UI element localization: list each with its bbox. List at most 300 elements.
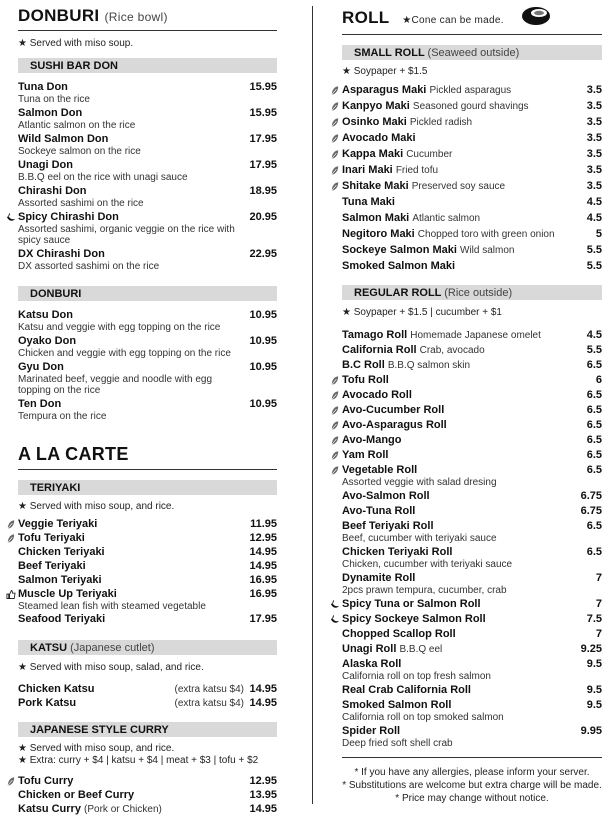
item-description: Steamed lean fish with steamed vegetable [18, 601, 206, 612]
chili-pepper-icon [330, 599, 340, 610]
item-name: Spider Roll [342, 725, 401, 737]
donburi-subtitle: (Rice bowl) [104, 10, 168, 24]
item-name: Salmon Teriyaki [18, 574, 102, 586]
item-name: Asparagus Maki [342, 84, 427, 96]
item-name: Veggie Teriyaki [18, 518, 98, 530]
item-description: Chicken, cucumber with teriyaki sauce [342, 559, 513, 570]
item-price: 17.95 [249, 159, 277, 171]
item-inline-description: Crab, avocado [419, 345, 485, 356]
item-name: Pork Katsu [18, 697, 77, 709]
item-name: Inari Maki [342, 164, 393, 176]
cone-note: ★Cone can be made. [402, 15, 504, 26]
item-description: Assorted sashimi on the rice [18, 198, 144, 209]
menu-item [18, 159, 277, 183]
menu-item [342, 613, 602, 626]
menu-item [342, 132, 602, 145]
menu-item [342, 684, 602, 697]
menu-item [342, 572, 602, 596]
menu-item [342, 546, 602, 570]
menu-item [342, 84, 602, 97]
chili-pepper-icon [330, 614, 340, 625]
item-name: Unagi Roll [342, 643, 397, 655]
item-name: Beef Teriyaki [18, 560, 86, 572]
menu-item [342, 244, 602, 257]
leaf-icon [330, 149, 340, 160]
item-price: 20.95 [249, 211, 277, 223]
menu-item-row [342, 613, 602, 626]
item-price: 10.95 [249, 398, 277, 410]
menu-item-row [18, 546, 277, 559]
menu-item [18, 309, 277, 333]
item-name: Kappa Maki [342, 148, 404, 160]
item-description: Marinated beef, veggie and noodle with egg topping on the rice [18, 374, 213, 396]
item-price: 14.95 [249, 560, 277, 572]
item-description: Beef, cucumber with teriyaki sauce [342, 533, 497, 544]
item-price: 15.95 [249, 107, 277, 119]
item-name: Tamago Roll [342, 329, 408, 341]
curry-extra-note: ★ Extra: curry + $4 | katsu + $4 | meat + $3 | tofu + $2 [18, 755, 259, 766]
menu-item [342, 148, 602, 161]
menu-item [18, 81, 277, 105]
menu-item [18, 398, 277, 422]
item-price: 10.95 [249, 335, 277, 347]
menu-item-row [18, 309, 277, 322]
item-inline-description: Seasoned gourd shavings [412, 101, 529, 112]
menu-item [18, 546, 277, 559]
item-extra: (extra katsu $4) [174, 698, 244, 709]
menu-item-row [342, 212, 602, 225]
menu-item [342, 228, 602, 241]
item-description: Katsu and veggie with egg topping on the rice [18, 322, 221, 333]
item-name: Avocado Maki [342, 132, 416, 144]
item-name: Avo-Cucumber Roll [342, 404, 445, 416]
leaf-icon [330, 117, 340, 128]
item-price: 4.5 [586, 329, 602, 341]
katsu-header: KATSU (Japanese cutlet) [18, 640, 277, 655]
leaf-icon [330, 165, 340, 176]
regular-roll-list [342, 329, 602, 749]
menu-item-row [18, 532, 277, 545]
leaf-icon [330, 375, 340, 386]
menu-item [342, 389, 602, 402]
leaf-icon [330, 450, 340, 461]
menu-item-row [18, 81, 277, 94]
item-price: 3.5 [586, 180, 602, 192]
menu-item [18, 361, 277, 396]
item-price: 18.95 [249, 185, 277, 197]
menu-item [342, 344, 602, 357]
item-price: 6.5 [586, 464, 602, 476]
item-inline-description: B.B.Q eel [399, 644, 443, 655]
item-price: 7 [595, 628, 602, 640]
menu-item [342, 658, 602, 682]
small-roll-list [342, 84, 602, 273]
item-price: 3.5 [586, 84, 602, 96]
left-column [18, 0, 277, 816]
item-price: 14.95 [249, 683, 277, 695]
item-price: 5.5 [586, 344, 602, 356]
item-name: Ten Don [18, 398, 62, 410]
menu-item-row [18, 613, 277, 626]
item-description: B.B.Q eel on the rice with unagi sauce [18, 172, 188, 183]
item-price: 5 [595, 228, 602, 240]
menu-item [18, 574, 277, 587]
item-name: Real Crab California Roll [342, 684, 471, 696]
roll-heading [342, 8, 602, 28]
item-price: 9.25 [580, 643, 602, 655]
item-name: Oyako Don [18, 335, 77, 347]
item-name: Wild Salmon Don [18, 133, 109, 145]
regular-roll-note: ★ Soypaper + $1.5 | cucumber + $1 [342, 307, 502, 318]
donburi-list [18, 309, 277, 422]
menu-item-row [18, 789, 277, 802]
menu-item [342, 434, 602, 447]
item-price: 6.5 [586, 419, 602, 431]
item-price: 3.5 [586, 100, 602, 112]
item-name: Chicken Katsu [18, 683, 95, 695]
item-name: Salmon Maki [342, 212, 410, 224]
item-name: Katsu Curry [18, 803, 81, 815]
menu-item-row [342, 598, 602, 611]
item-price: 6 [595, 374, 602, 386]
item-name: Tofu Teriyaki [18, 532, 85, 544]
menu-item [18, 789, 277, 802]
item-name: Avo-Asparagus Roll [342, 419, 447, 431]
item-description: Assorted sashimi, organic veggie on the rice with spicy sauce [18, 224, 235, 246]
item-price: 3.5 [586, 132, 602, 144]
item-price: 12.95 [249, 775, 277, 787]
item-price: 6.5 [586, 520, 602, 532]
item-price: 5.5 [586, 244, 602, 256]
menu-item [342, 212, 602, 225]
item-inline-description: Cucumber [406, 149, 453, 160]
item-inline-description: Pickled radish [409, 117, 473, 128]
leaf-icon [6, 533, 16, 544]
donburi-header: DONBURI [18, 286, 277, 301]
menu-item-row [342, 359, 602, 372]
menu-item [18, 697, 277, 710]
menu-item-row [342, 84, 602, 97]
item-price: 17.95 [249, 613, 277, 625]
item-price: 7 [595, 598, 602, 610]
menu-item [18, 560, 277, 573]
teriyaki-header: TERIYAKI [18, 480, 277, 495]
sushi-bar-don-list [18, 81, 277, 272]
menu-item-row [18, 335, 277, 348]
menu-item-row [342, 116, 602, 129]
menu-item-row [342, 464, 602, 477]
item-price: 6.5 [586, 449, 602, 461]
item-price: 9.5 [586, 658, 602, 670]
menu-item-row [342, 658, 602, 671]
menu-item-row [18, 107, 277, 120]
heading-rule [18, 469, 277, 470]
leaf-icon [330, 133, 340, 144]
column-divider [312, 6, 313, 804]
menu-item [342, 100, 602, 113]
menu-item [18, 613, 277, 626]
menu-item-row [342, 546, 602, 559]
item-name: Salmon Don [18, 107, 83, 119]
donburi-title: DONBURI [18, 6, 100, 25]
menu-item-row [18, 361, 277, 374]
item-inline-description: Atlantic salmon [412, 213, 481, 224]
donburi-note: ★ Served with miso soup. [18, 38, 134, 49]
leaf-icon [330, 465, 340, 476]
menu-item-row [342, 164, 602, 177]
menu-item-row [342, 374, 602, 387]
curry-note: ★ Served with miso soup, and rice. [18, 743, 175, 754]
menu-item-row [18, 518, 277, 531]
menu-item-row [342, 725, 602, 738]
menu-item-row [342, 643, 602, 656]
menu-item [18, 335, 277, 359]
leaf-icon [330, 435, 340, 446]
item-price: 4.5 [586, 212, 602, 224]
katsu-note: ★ Served with miso soup, salad, and rice. [18, 662, 204, 673]
item-name: Tuna Don [18, 81, 68, 93]
item-name: Chicken or Beef Curry [18, 789, 135, 801]
item-name: Spicy Tuna or Salmon Roll [342, 598, 481, 610]
menu-item-row [18, 588, 277, 601]
item-description: Tempura on the rice [18, 411, 107, 422]
item-price: 22.95 [249, 248, 277, 260]
item-description: DX assorted sashimi on the rice [18, 261, 160, 272]
item-description: Sockeye salmon on the rice [18, 146, 141, 157]
item-inline-description: B.B.Q salmon skin [387, 360, 471, 371]
menu-item-row [342, 244, 602, 257]
menu-item-row [342, 132, 602, 145]
item-name: Osinko Maki [342, 116, 407, 128]
menu-item-row [342, 699, 602, 712]
menu-item [18, 588, 277, 612]
item-price: 12.95 [249, 532, 277, 544]
menu-item [342, 520, 602, 544]
item-price: 10.95 [249, 361, 277, 373]
item-price: 6.75 [580, 505, 602, 517]
item-description: Tuna on the rice [18, 94, 90, 105]
footer-rule [342, 757, 602, 758]
menu-item-row [342, 180, 602, 193]
allergy-note: * If you have any allergies, please inform your server. [354, 767, 590, 778]
item-description: 2pcs prawn tempura, cucumber, crab [342, 585, 507, 596]
item-price: 10.95 [249, 309, 277, 321]
item-name: Beef Teriyaki Roll [342, 520, 434, 532]
item-price: 9.5 [586, 699, 602, 711]
heading-rule [18, 30, 277, 31]
menu-item [342, 449, 602, 462]
menu-item [342, 505, 602, 518]
small-roll-note: ★ Soypaper + $1.5 [342, 66, 428, 77]
small-roll-header: SMALL ROLL (Seaweed outside) [342, 45, 602, 60]
curry-list [18, 775, 277, 816]
item-description: California roll on top smoked salmon [342, 712, 504, 723]
item-description: Deep fried soft shell crab [342, 738, 453, 749]
menu-item-row [342, 520, 602, 533]
item-inline-description: Wild salmon [460, 245, 515, 256]
menu-item-row [18, 159, 277, 172]
menu-item [342, 116, 602, 129]
menu-item [18, 133, 277, 157]
item-name: Alaska Roll [342, 658, 402, 670]
item-price: 14.95 [249, 546, 277, 558]
a-la-carte-heading: A LA CARTE [18, 444, 129, 464]
item-name: Muscle Up Teriyaki [18, 588, 117, 600]
item-name: Chicken Teriyaki [18, 546, 105, 558]
item-price: 5.5 [586, 260, 602, 272]
menu-item [342, 490, 602, 503]
item-name: Tuna Maki [342, 196, 395, 208]
menu-item-row [342, 572, 602, 585]
heading-rule [342, 34, 602, 35]
menu-item [342, 699, 602, 723]
leaf-icon [6, 519, 16, 530]
right-column [342, 0, 602, 805]
item-price: 9.5 [586, 684, 602, 696]
menu-item-row [342, 148, 602, 161]
menu-item [342, 643, 602, 656]
item-name: Smoked Salmon Maki [342, 260, 456, 272]
item-inline-description: Homemade Japanese omelet [410, 330, 541, 341]
item-name: Tofu Curry [18, 775, 74, 787]
menu-item-row [342, 196, 602, 209]
menu-item-row [342, 404, 602, 417]
item-name: Katsu Don [18, 309, 73, 321]
menu-item-row [342, 344, 602, 357]
sushi-bar-don-header: SUSHI BAR DON [18, 58, 277, 73]
item-price: 11.95 [250, 518, 277, 530]
item-name: Spicy Sockeye Salmon Roll [342, 613, 486, 625]
menu-item [18, 211, 277, 246]
menu-item-row [18, 803, 277, 816]
item-name: Kanpyo Maki [342, 100, 410, 112]
item-name: Yam Roll [342, 449, 389, 461]
menu-item-row [18, 697, 277, 710]
menu-item-row [342, 505, 602, 518]
regular-roll-header: REGULAR ROLL (Rice outside) [342, 285, 602, 300]
item-price: 16.95 [249, 588, 277, 600]
menu-item-row [342, 419, 602, 432]
item-description: California roll on top fresh salmon [342, 671, 491, 682]
item-price: 3.5 [586, 164, 602, 176]
leaf-icon [330, 181, 340, 192]
item-name: Avo-Salmon Roll [342, 490, 430, 502]
menu-item [342, 628, 602, 641]
item-price: 3.5 [586, 148, 602, 160]
menu-item [342, 404, 602, 417]
menu-item [342, 180, 602, 193]
item-price: 16.95 [249, 574, 277, 586]
item-price: 7.5 [586, 613, 602, 625]
donburi-heading [18, 6, 277, 26]
leaf-icon [330, 390, 340, 401]
item-name: Chirashi Don [18, 185, 87, 197]
leaf-icon [330, 420, 340, 431]
item-name: Avo-Tuna Roll [342, 505, 416, 517]
substitution-note: * Substitutions are welcome but extra charge will be made. [342, 780, 602, 791]
item-price: 3.5 [586, 116, 602, 128]
menu-item-row [18, 775, 277, 788]
item-description: Assorted veggie with salad dresing [342, 477, 497, 488]
item-price: 4.5 [586, 196, 602, 208]
menu-item-row [18, 185, 277, 198]
menu-item [342, 464, 602, 488]
item-price: 6.5 [586, 546, 602, 558]
item-extra: (extra katsu $4) [174, 684, 244, 695]
item-price: 6.5 [586, 404, 602, 416]
menu-item [18, 107, 277, 131]
menu-item [342, 359, 602, 372]
item-name: Spicy Chirashi Don [18, 211, 119, 223]
menu-item [18, 803, 277, 816]
menu-item-row [342, 228, 602, 241]
katsu-list [18, 683, 277, 710]
item-inline-description: Pickled asparagus [429, 85, 512, 96]
teriyaki-list [18, 518, 277, 626]
teriyaki-note: ★ Served with miso soup, and rice. [18, 501, 175, 512]
leaf-icon [330, 405, 340, 416]
menu-item-row [18, 211, 277, 224]
price-change-note: * Price may change without notice. [395, 793, 549, 804]
item-name: Shitake Maki [342, 180, 409, 192]
thumbs-up-icon [6, 589, 16, 600]
item-inline-description: Preserved soy sauce [411, 181, 506, 192]
chili-pepper-icon [6, 212, 16, 223]
item-price: 6.75 [580, 490, 602, 502]
menu-item-row [18, 574, 277, 587]
menu-item [18, 518, 277, 531]
menu-item-row [18, 133, 277, 146]
item-name: DX Chirashi Don [18, 248, 105, 260]
item-name: Dynamite Roll [342, 572, 416, 584]
item-name: Smoked Salmon Roll [342, 699, 452, 711]
item-name: Tofu Roll [342, 374, 389, 386]
menu-item-row [342, 434, 602, 447]
menu-item [18, 532, 277, 545]
menu-item-row [342, 100, 602, 113]
item-price: 14.95 [249, 803, 277, 815]
item-price: 13.95 [249, 789, 277, 801]
curry-header: JAPANESE STYLE CURRY [18, 722, 277, 737]
item-price: 9.95 [580, 725, 602, 737]
menu-item-row [18, 683, 277, 696]
item-price: 7 [595, 572, 602, 584]
menu-item-row [18, 248, 277, 261]
item-name: Negitoro Maki [342, 228, 415, 240]
menu-item-row [18, 398, 277, 411]
menu-item-row [342, 389, 602, 402]
item-price: 6.5 [586, 389, 602, 401]
item-price: 17.95 [249, 133, 277, 145]
item-description: Chicken and veggie with egg topping on the rice [18, 348, 231, 359]
item-price: 15.95 [249, 81, 277, 93]
menu-item [342, 164, 602, 177]
cone-roll-icon [520, 5, 552, 27]
item-inline-description: (Pork or Chicken) [84, 804, 162, 815]
item-name: Avocado Roll [342, 389, 412, 401]
item-inline-description: Fried tofu [395, 165, 439, 176]
menu-item-row [342, 329, 602, 342]
menu-item [342, 725, 602, 749]
menu-item-row [342, 684, 602, 697]
menu-item [342, 419, 602, 432]
item-name: Avo-Mango [342, 434, 402, 446]
item-name: California Roll [342, 344, 417, 356]
menu-item-row [342, 260, 602, 273]
menu-item [18, 185, 277, 209]
item-inline-description: Chopped toro with green onion [417, 229, 555, 240]
item-name: Gyu Don [18, 361, 64, 373]
